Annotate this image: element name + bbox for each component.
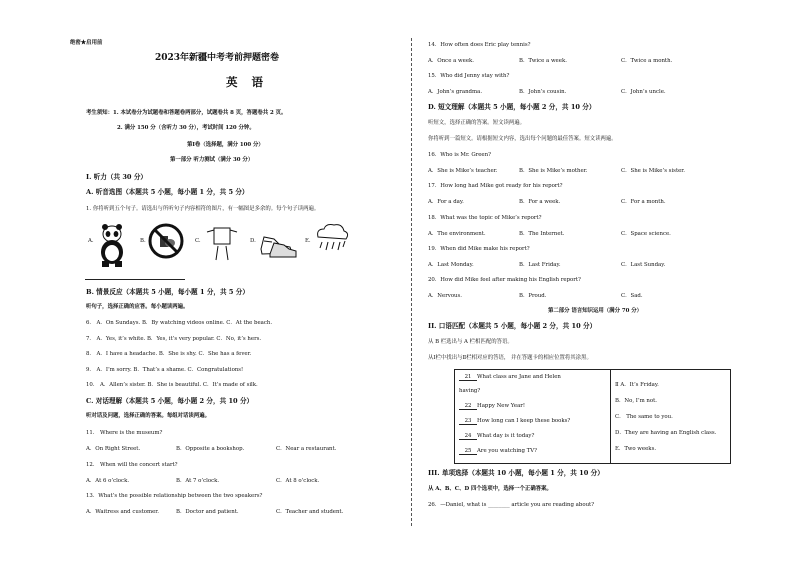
option-17-c: C．For a month. — [621, 199, 666, 205]
option-15-b: B．John’s cousin. — [519, 89, 567, 95]
option-15-a: A．John’s grandma. — [428, 89, 483, 95]
match-row-22 — [459, 403, 525, 410]
match-answer-e: E．Two weeks. — [615, 446, 657, 452]
section-d-heading: D. 短文理解（本题共 5 小题，每小题 2 分，共 10 分） — [428, 103, 596, 111]
match-row-23 — [459, 418, 570, 425]
option-12-b: B．At 7 o’clock. — [176, 478, 220, 484]
question-8: 8． A．I have a headache. B．She is shy. C．She has a fever. — [86, 351, 252, 357]
option-16-c: C．She is Mike’s sister. — [621, 168, 685, 174]
answer-blank-23[interactable]: 23 — [459, 418, 477, 425]
part1-label: 第一部分 听力测试（满分 30 分） — [170, 157, 254, 163]
option-18-a: A．The environment. — [428, 231, 486, 237]
match-text-21-cont: having? — [459, 388, 481, 394]
match-answer-c: C． The same to you. — [615, 414, 673, 420]
section-ii-instruction-1: 从 B 栏选出与 A 栏相匹配的答语。 — [428, 339, 513, 345]
section-d-instruction-1: 听短文，选择正确的答案。短文读两遍。 — [428, 120, 526, 126]
rain-cloud-picture — [312, 221, 352, 255]
match-text-22: Happy New Year! — [477, 403, 526, 409]
question-17: 17．How long had Mike got ready for his report? — [428, 183, 563, 189]
pic-label-c: C. — [195, 238, 201, 244]
option-20-b: B．Proud. — [519, 293, 547, 299]
answer-blank-24[interactable]: 24 — [459, 433, 477, 440]
match-text-24: What day is it today? — [477, 433, 535, 439]
question-18: 18．What was the topic of Mike’s report? — [428, 215, 542, 221]
option-19-c: C．Last Sunday. — [621, 262, 666, 268]
section-ii-heading: II. 口语匹配（本题共 5 小题，每小题 2 分，共 10 分） — [428, 322, 597, 330]
option-14-c: C．Twice a month. — [621, 58, 673, 64]
question-11: 11． Where is the museum? — [86, 430, 163, 436]
section-a-heading: A. 听音选图（本题共 5 小题，每小题 1 分，共 5 分） — [86, 188, 249, 196]
question-12: 12． When will the concert start? — [86, 462, 178, 468]
secret-label: 绝密★启用前 — [70, 40, 103, 46]
part2-label: 第二部分 语言知识运用（满分 70 分） — [548, 308, 642, 314]
section-a-instruction: 1. 你将听到五个句子。请选出与所听句子内容相符的图片，有一幅图是多余的。每个句子读两遍。 — [86, 206, 320, 212]
option-13-c: C．Teacher and student. — [276, 509, 344, 515]
match-text-21: What class are Jane and Helen — [477, 374, 561, 380]
question-14: 14．How often does Eric play tennis? — [428, 42, 531, 48]
option-13-b: B．Doctor and patient. — [176, 509, 239, 515]
option-14-a: A．Once a week. — [428, 58, 474, 64]
notice-1: 考生须知：1. 本试卷分为试题卷和答题卷两部分，试题卷共 8 页，答题卷共 2 页。 — [86, 110, 287, 116]
section-iii-heading: III. 单项选择（本题共 10 小题，每小题 1 分，共 10 分） — [428, 469, 604, 477]
section-d-instruction-2: 你将听到一篇短文。请根据短文内容，选出每个问题的最佳答案。短文读两遍。 — [428, 136, 617, 142]
answer-blank-21[interactable]: 21 — [459, 374, 477, 381]
match-row-21 — [459, 374, 561, 381]
answer-blank-25[interactable]: 25 — [459, 448, 477, 455]
option-14-b: B．Twice a week. — [519, 58, 567, 64]
section-ii-instruction-2: 从Ⅰ栏中找出与Ⅱ栏相对应的答语， 并在答题卡的相应位置将其涂黑。 — [428, 355, 592, 361]
option-18-c: C．Space science. — [621, 231, 671, 237]
question-15: 15．Who did Jenny stay with? — [428, 73, 510, 79]
option-15-c: C．John’s uncle. — [621, 89, 666, 95]
question-13: 13．What’s the possible relationship between the two speakers? — [86, 493, 263, 499]
no-food-sign-picture — [148, 223, 184, 259]
subject-title: 英 语 — [226, 75, 269, 89]
panda-picture — [97, 222, 127, 268]
question-9: 9． A．I’m sorry. B．That’s a shame. C．Congratulations! — [86, 367, 244, 373]
question-26: 26．—Daniel, what is ________ article you are reading about? — [428, 502, 595, 508]
option-12-c: C．At 8 o’clock. — [276, 478, 320, 484]
option-19-b: B．Last Friday. — [519, 262, 561, 268]
question-7: 7． A．Yes, it’s white. B．Yes, it’s very popular. C．No, it’s hers. — [86, 336, 262, 342]
question-6: 6． A．On Sundays. B．By watching videos online. C．At the beach. — [86, 320, 273, 326]
section-iii-instruction: 从 A、B、C、D 四个选项中，选择一个正确答案。 — [428, 486, 552, 492]
right-page — [397, 0, 794, 562]
match-answer-a: Ⅱ A．It’s Friday. — [615, 382, 659, 388]
option-20-c: C．Sad. — [621, 293, 643, 299]
pic-label-b: B. — [140, 238, 146, 244]
section-b-heading: B. 情景反应（本题共 5 小题，每小题 1 分，共 5 分） — [86, 288, 249, 296]
notice-2: 2. 满分 150 分（含听力 30 分），考试时间 120 分钟。 — [117, 125, 255, 131]
pic-label-d: D. — [250, 238, 256, 244]
match-row-25 — [459, 448, 537, 455]
option-12-a: A．At 6 o’clock. — [86, 478, 130, 484]
clothes-picture — [205, 224, 239, 264]
option-11-a: A．On Right Street. — [86, 446, 141, 452]
answer-blank-22[interactable]: 22 — [459, 403, 477, 410]
matching-table-divider — [610, 370, 611, 463]
listening-heading: I. 听力（共 30 分） — [86, 173, 148, 181]
option-18-b: B．The Internet. — [519, 231, 565, 237]
section-b-instruction: 听句子，选择正确的应答。每小题读两遍。 — [86, 304, 189, 310]
option-17-b: B．For a week. — [519, 199, 561, 205]
question-10: 10． A．Allen’s sister. B．She is beautiful. C．It’s made of silk. — [86, 382, 258, 388]
option-16-b: B．She is Mike’s mother. — [519, 168, 588, 174]
match-text-23: How long can I keep these books? — [477, 418, 571, 424]
question-16: 16．Who is Mr. Green? — [428, 152, 491, 158]
option-11-c: C．Near a restaurant. — [276, 446, 337, 452]
option-19-a: A．Last Monday. — [428, 262, 474, 268]
sneakers-picture — [258, 227, 298, 261]
answer-line[interactable] — [85, 279, 185, 280]
match-answer-d: D．They are having an English class. — [615, 430, 717, 436]
option-11-b: B．Opposite a bookshop. — [176, 446, 245, 452]
pic-label-e: E. — [305, 238, 311, 244]
match-row-21-cont — [459, 388, 480, 394]
question-19: 19．When did Mike make his report? — [428, 246, 530, 252]
question-20: 20．How did Mike feel after making his English report? — [428, 277, 581, 283]
option-16-a: A．She is Mike’s teacher. — [428, 168, 498, 174]
option-20-a: A．Nervous. — [428, 293, 463, 299]
matching-table — [454, 369, 731, 464]
volume-label: 第Ⅰ卷（选择题，满分 100 分） — [187, 142, 264, 148]
pic-label-a: A. — [88, 238, 94, 244]
match-text-25: Are you watching TV? — [477, 448, 538, 454]
match-answer-b: B．No, I’m not. — [615, 398, 658, 404]
option-13-a: A．Waitress and customer. — [86, 509, 159, 515]
match-row-24 — [459, 433, 534, 440]
section-c-heading: C. 对话理解（本题共 5 小题，每小题 2 分，共 10 分） — [86, 397, 254, 405]
section-c-instruction: 听对话及问题，选择正确的答案。每组对话读两遍。 — [86, 413, 210, 419]
exam-title: 2023年新疆中考考前押题密卷 — [155, 53, 280, 63]
option-17-a: A．For a day. — [428, 199, 464, 205]
